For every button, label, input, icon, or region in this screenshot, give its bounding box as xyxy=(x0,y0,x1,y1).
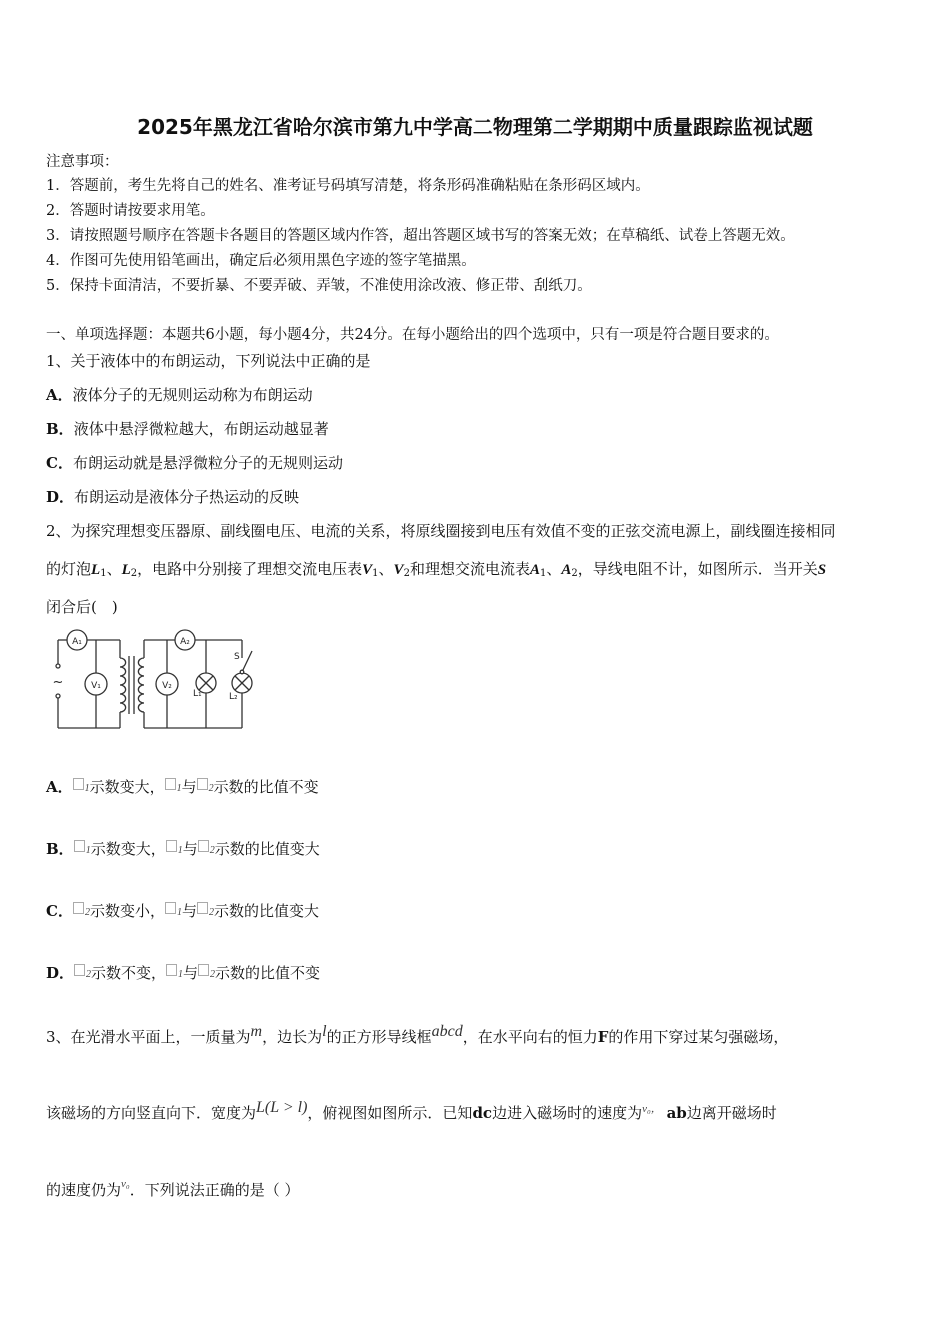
q2-option-a: A． 1示数变大， 1与 2示数的比值不变 xyxy=(46,778,319,796)
voltmeter-v2-label: V₂ xyxy=(162,681,172,691)
missing-glyph-icon xyxy=(73,778,84,790)
note-item: 1．答题前，考生先将自己的姓名、准考证号码填写清楚，将条形码准确粘贴在条形码区域内。 xyxy=(46,178,650,194)
missing-glyph-icon xyxy=(197,778,208,790)
q2-option-c: C． 2示数变小， 1与 2示数的比值变大 xyxy=(46,902,319,920)
section-heading: 一、单项选择题：本题共6小题，每小题4分，共24分。在每小题给出的四个选项中，只有一项是符合题目要求的。 xyxy=(46,327,779,343)
note-item: 3．请按照题号顺序在答题卡各题目的答题区域内作答，超出答题区域书写的答案无效；在草稿纸、试卷上答题无效。 xyxy=(46,228,795,244)
q3-stem-line1: 3、在光滑水平面上，一质量为m，边长为l的正方形导线框abcd，在水平向右的恒力F的作用下穿过某匀强磁场， xyxy=(46,1023,789,1046)
q3-stem-line2: 该磁场的方向竖直向下．宽度为L(L > l)，俯视图如图所示．已知dc边进入磁场时的速度为$^{v_0,}$ ab边离开磁场时 xyxy=(46,1099,777,1122)
missing-glyph-icon xyxy=(198,840,209,852)
note-item: 4．作图可先使用铅笔画出，确定后必须用黑色字迹的签字笔描黑。 xyxy=(46,253,476,269)
q2-stem-line3: 闭合后( ) xyxy=(46,598,118,616)
q1-stem: 1、关于液体中的布朗运动，下列说法中正确的是 xyxy=(46,352,371,370)
q2-stem-line2: 的灯泡$L_1$、$L_2$，电路中分别接了理想交流电压表$V_1$、$V_2$和理想交流电流表$A_1$、$A_2$，导线电阻不计，如图所示．当开关S xyxy=(46,560,827,579)
voltmeter-v1-label: V₁ xyxy=(91,681,101,691)
q3-stem-line3: 的速度仍为$^{v_0}$．下列说法正确的是（ ） xyxy=(46,1178,300,1199)
switch-s-label: S xyxy=(234,652,240,662)
missing-glyph-icon xyxy=(165,778,176,790)
q1-option-d: D．布朗运动是液体分子热运动的反映 xyxy=(46,488,300,506)
ammeter-a2-label: A₂ xyxy=(180,637,190,647)
q1-option-b: B．液体中悬浮微粒越大，布朗运动越显著 xyxy=(46,420,329,438)
missing-glyph-icon xyxy=(73,902,84,914)
missing-glyph-icon xyxy=(198,964,209,976)
missing-glyph-icon xyxy=(74,964,85,976)
ac-source-symbol: ~ xyxy=(52,675,64,690)
missing-glyph-icon xyxy=(74,840,85,852)
note-item: 2．答题时请按要求用笔。 xyxy=(46,203,215,219)
q1-option-c: C．布朗运动就是悬浮微粒分子的无规则运动 xyxy=(46,454,343,472)
bulb-l2-label: L₂ xyxy=(229,692,238,702)
q1-option-a: A．液体分子的无规则运动称为布朗运动 xyxy=(46,386,313,404)
q2-stem-line1: 2、为探究理想变压器原、副线圈电压、电流的关系，将原线圈接到电压有效值不变的正弦交流电源上，副线圈连接相同 xyxy=(46,522,836,540)
note-item: 5．保持卡面清洁，不要折暴、不要弄破、弄皱，不准使用涂改液、修正带、刮纸刀。 xyxy=(46,278,592,294)
missing-glyph-icon xyxy=(166,840,177,852)
transformer-circuit-figure xyxy=(46,628,276,734)
q2-option-d: D． 2示数不变， 1与 2示数的比值不变 xyxy=(46,964,321,982)
q2-option-b: B． 1示数变大， 1与 2示数的比值变大 xyxy=(46,840,320,858)
missing-glyph-icon xyxy=(197,902,208,914)
ammeter-a1-label: A₁ xyxy=(72,637,82,647)
missing-glyph-icon xyxy=(165,902,176,914)
page-title: 2025年黑龙江省哈尔滨市第九中学高二物理第二学期期中质量跟踪监视试题 xyxy=(137,115,813,139)
missing-glyph-icon xyxy=(166,964,177,976)
notes-heading: 注意事项： xyxy=(46,154,119,170)
bulb-l1-label: L₁ xyxy=(193,689,202,699)
